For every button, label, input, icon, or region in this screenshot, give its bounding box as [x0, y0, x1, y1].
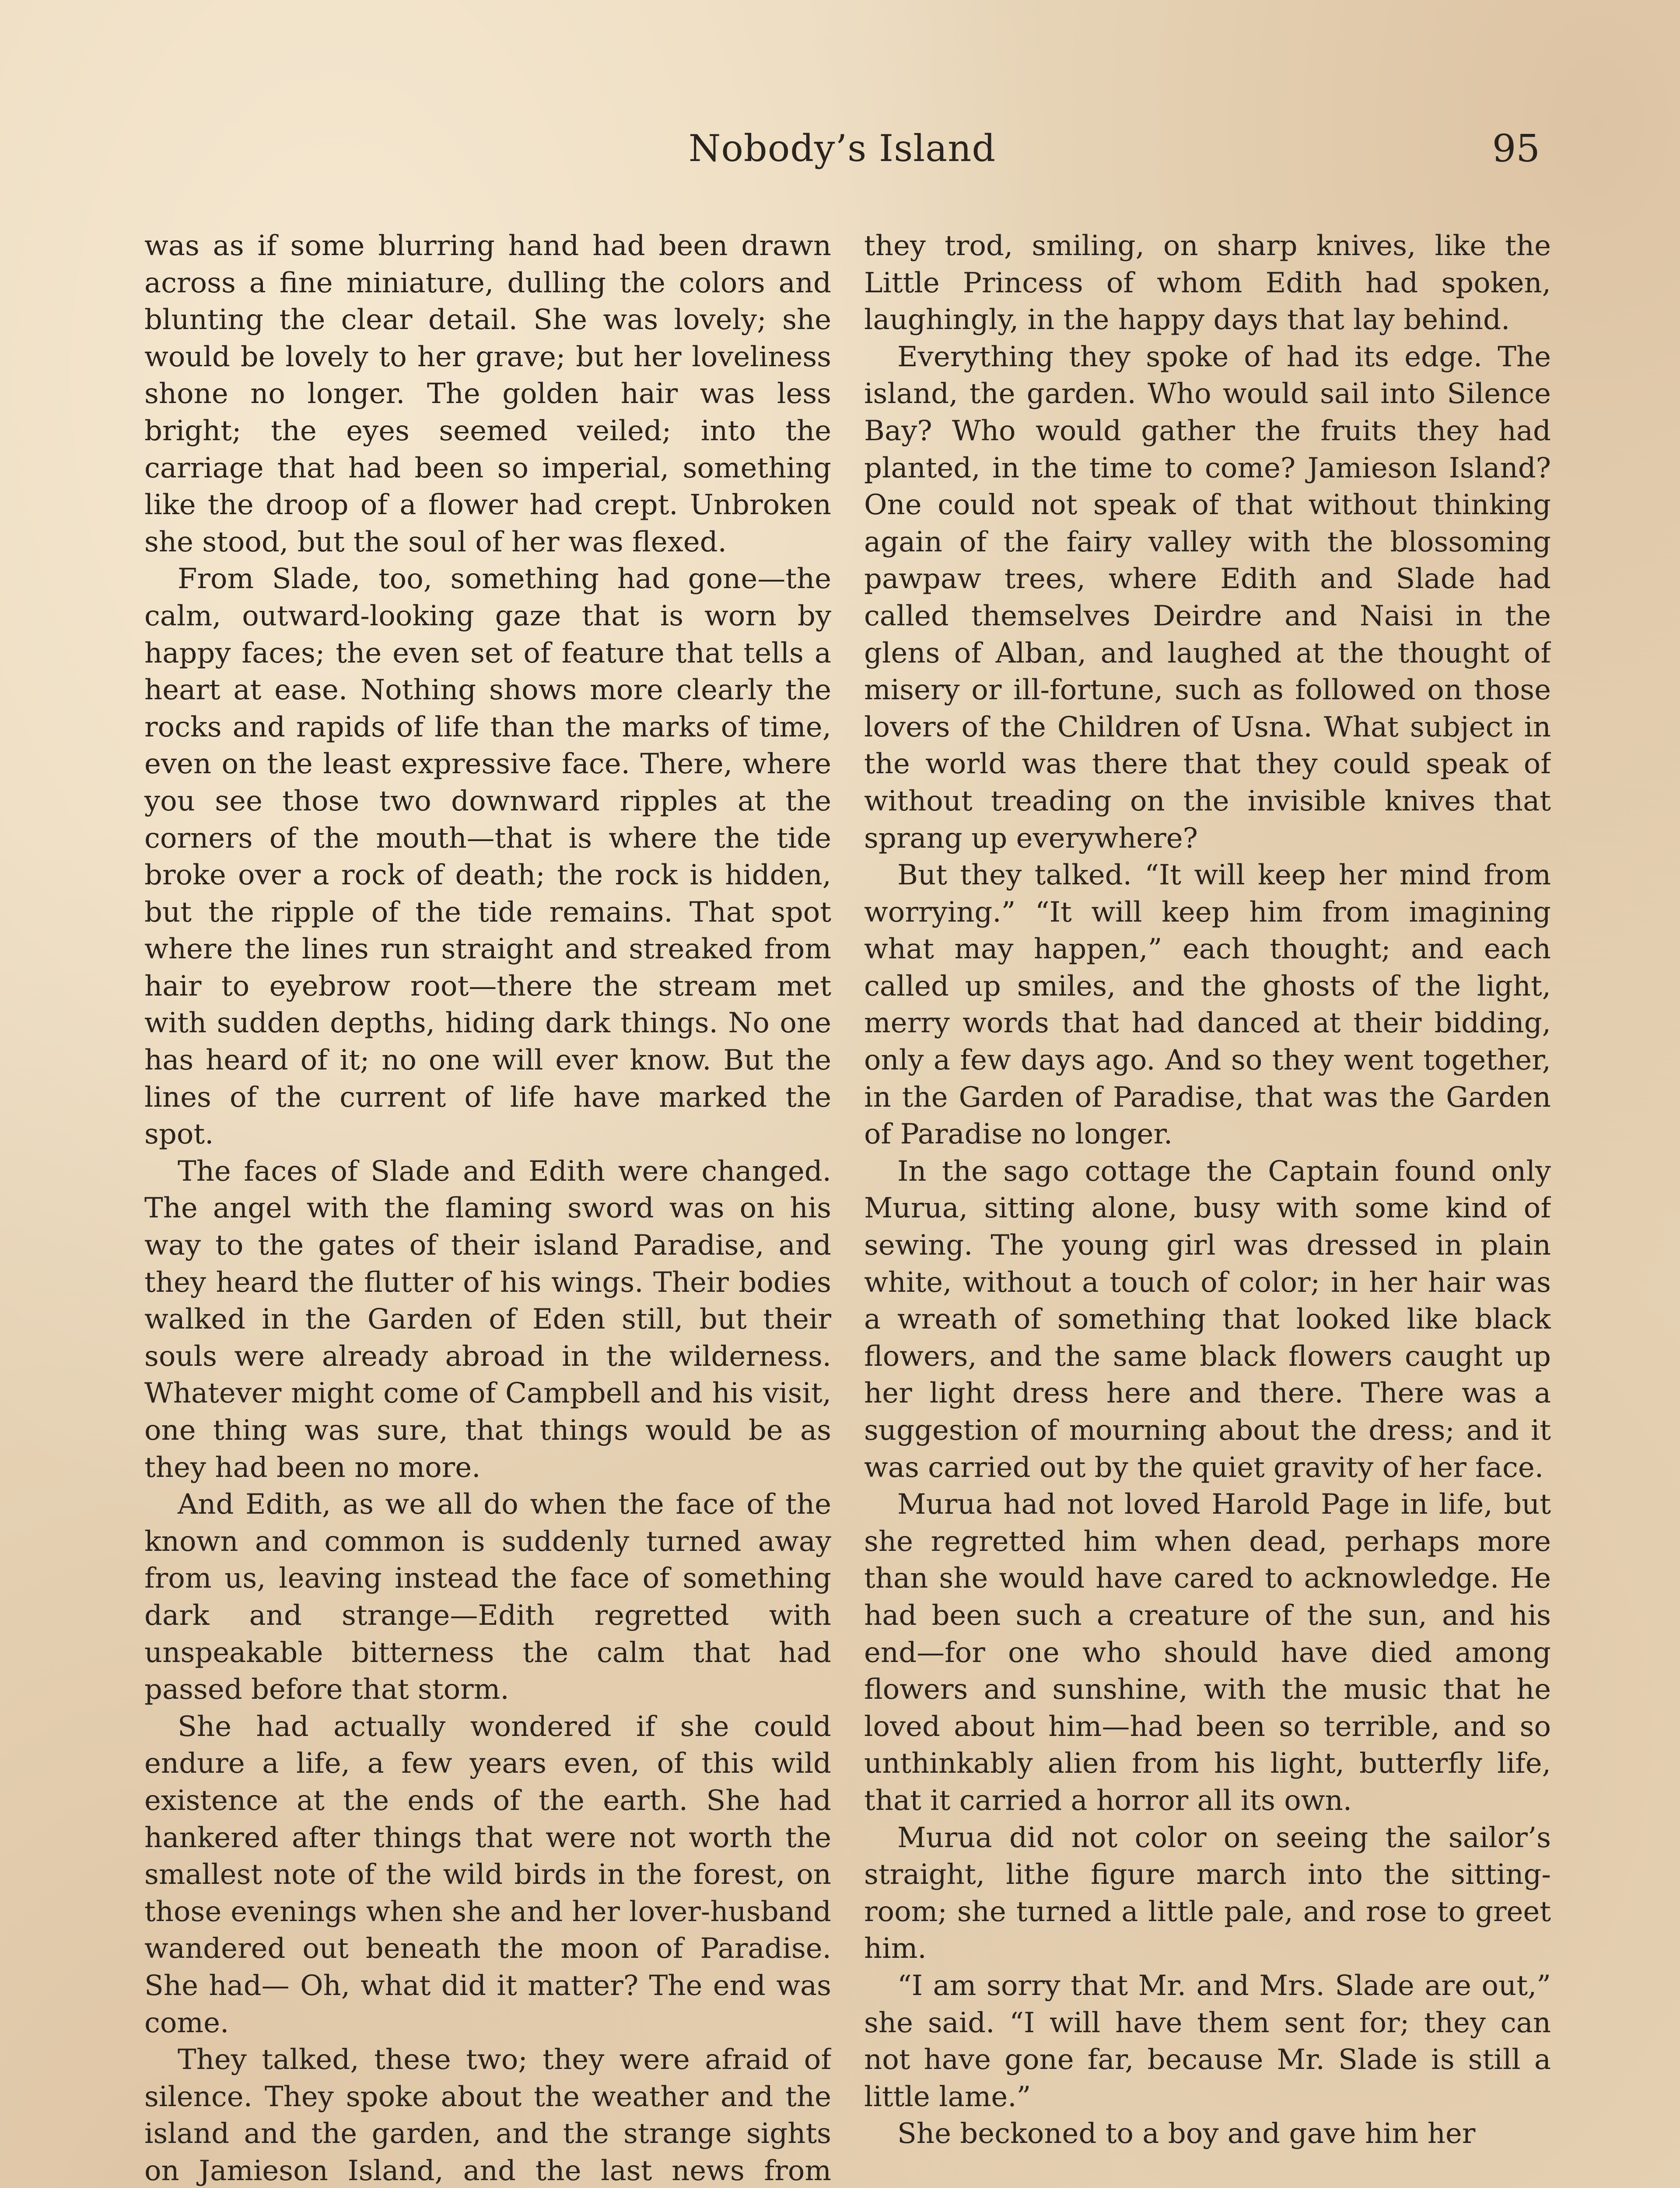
paragraph: In the sago cottage the Captain found only Murua, sitting alone, busy with some kind of sewing. The young girl was dressed in plain white, without a touch of color; in her hair was a wreath of something that looked like black flowers, and the same black flowers caught up her light dress here and there. There was a suggestion of mourning about the dress; and it was carried out by the quiet gravity of her face.	[864, 1155, 1551, 1484]
paragraph: The faces of Slade and Edith were changed. The angel with the flaming sword was on his way to the gates of their island Paradise, and they heard the flutter of his wings. Their bodies walked in the Garden of Eden still, but their souls were already abroad in the wilderness. Whatever might come of Campbell and his visit, one thing was sure, that things would be as they had been no more.	[144, 1155, 831, 1484]
paragraph: She beckoned to a boy and gave him her	[897, 2118, 1476, 2150]
paragraph: And Edith, as we all do when the face of the known and common is suddenly turned away from us, leaving instead the face of something dark and strange—Edith regretted with unspeakable bitterness the calm that had passed before that storm.	[144, 1488, 831, 1706]
left-column	[144, 228, 831, 2188]
paragraph: From Slade, too, something had gone—the calm, outward-looking gaze that is worn by happy faces; the even set of feature that tells a heart at ease. Nothing shows more clearly the rocks and rapids of life than the marks of time, even on the least expressive face. There, where you see those two downward ripples at the corners of the mouth—that is where the tide broke over a rock of death; the rock is hidden, but the ripple of the tide remains. That spot where the lines run straight and streaked from hair to eyebrow root—there the stream met with sudden depths, hiding dark things. No one has heard of it; no one will ever know. But the lines of the current of life have marked the spot.	[144, 563, 831, 1151]
page-number: 95	[1492, 127, 1540, 171]
paragraph: Murua did not color on seeing the sailor’s straight, lithe figure march into the sitting-room; she turned a little pale, and rose to greet him.	[864, 1821, 1551, 1965]
paragraph: But they talked. “It will keep her mind from worrying.” “It will keep him from imagining what may happen,” each thought; and each called up smiles, and the ghosts of the light, merry words that had danced at their bidding, only a few days ago. And so they went together, in the Garden of Paradise, that was the Garden of Paradise no longer.	[864, 859, 1551, 1151]
paragraph: They talked, these two; they were afraid of silence. They spoke about the weather and the island and the garden, and the strange sights on Jamieson Island, and the last news from	[144, 2044, 831, 2187]
paragraph: was as if some blurring hand had been drawn across a fine miniature, dulling the colors and blunting the clear detail. She was lovely; she would be lovely to her grave; but her loveliness shone no longer. The golden hair was less bright; the eyes seemed veiled; into the carriage that had been so imperial, something like the droop of a flower had crept. Unbroken she stood, but the soul of her was flexed.	[144, 230, 831, 558]
paragraph: She had actually wondered if she could endure a life, a few years even, of this wild existence at the ends of the earth. She had hankered after things that were not worth the smallest note of the wild birds in the forest, on those evenings when she and her lover-husband wandered out beneath the moon of Paradise. She had— Oh, what did it matter? The end was come.	[144, 1710, 831, 2039]
paragraph: Everything they spoke of had its edge. The island, the garden. Who would sail into Silence Bay? Who would gather the fruits they had planted, in the time to come? Jamieson Island? One could not speak of that without thinking again of the fairy valley with the blossoming pawpaw trees, where Edith and Slade had called themselves Deirdre and Naisi in the glens of Alban, and laughed at the thought of misery or ill-fortune, such as followed on those lovers of the Children of Usna. What subject in the world was there that they could speak of without treading on the invisible knives that sprang up everywhere?	[864, 340, 1551, 855]
running-title: Nobody’s Island	[688, 127, 996, 170]
paragraph: they trod, smiling, on sharp knives, like the Little Princess of whom Edith had spoken, laughingly, in the happy days that lay behind.	[864, 230, 1551, 337]
right-column	[864, 228, 1551, 2188]
page-header	[144, 127, 1540, 193]
paragraph: “I am sorry that Mr. and Mrs. Slade are out,” she said. “I will have them sent for; they can not have gone far, because Mr. Slade is still a little lame.”	[864, 1969, 1551, 2113]
paragraph: Murua had not loved Harold Page in life, but she regretted him when dead, perhaps more than she would have cared to acknowledge. He had been such a creature of the sun, and his end—for one who should have died among flowers and sunshine, with the music that he loved about him—had been so terrible, and so unthinkably alien from his light, butterfly life, that it carried a horror all its own.	[864, 1488, 1551, 1817]
